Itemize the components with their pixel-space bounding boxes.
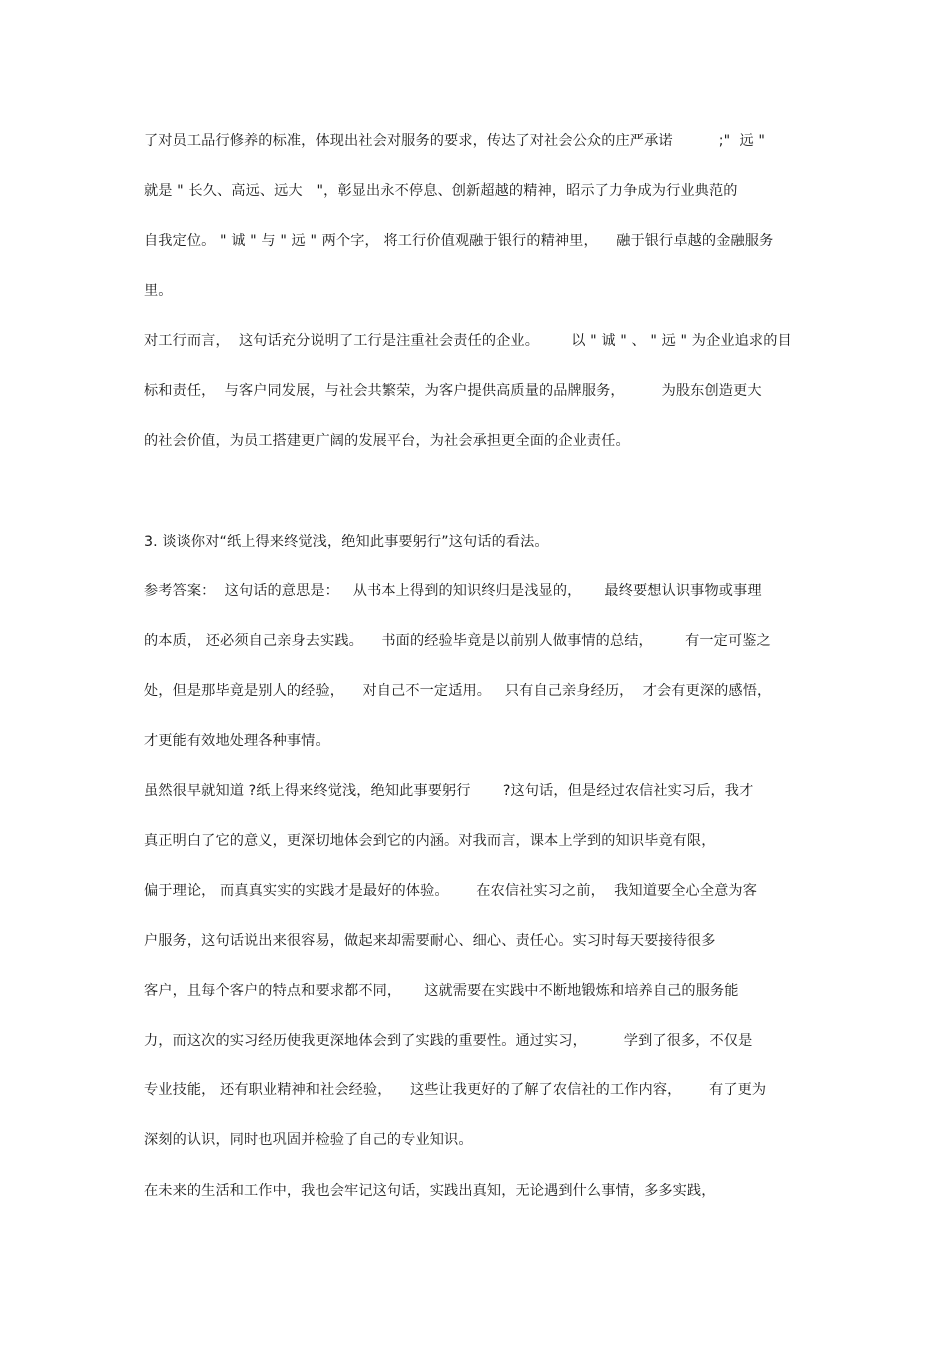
text-line: 就是 " 长久、高远、远大 "，彰显出永不停息、创新超越的精神，昭示了力争成为行业典范的 (144, 183, 738, 199)
text-line: 偏于理论， 而真真实实的实践才是最好的体验。 在农信社实习之前， 我知道要全心全意为客 (144, 883, 757, 899)
text-line: 的社会价值，为员工搭建更广阔的发展平台，为社会承担更全面的企业责任。 (144, 433, 630, 449)
text-line: 专业技能， 还有职业精神和社会经验， 这些让我更好的了解了农信社的工作内容， 有了更为 (144, 1082, 767, 1098)
text-line: 的本质， 还必须自己亲身去实践。 书面的经验毕竟是以前别人做事情的总结， 有一定可鉴之 (144, 633, 771, 649)
text-line: 参考答案： 这句话的意思是： 从书本上得到的知识终归是浅显的， 最终要想认识事物或事理 (144, 583, 762, 599)
text-line: 真正明白了它的意义，更深切地体会到它的内涵。对我而言，课本上学到的知识毕竟有限， (144, 833, 716, 849)
text-line: 标和责任， 与客户同发展，与社会共繁荣，为客户提供高质量的品牌服务， 为股东创造更大 (144, 383, 762, 399)
question-heading: 3. 谈谈你对“纸上得来终觉浅，绝知此事要躬行”这句话的看法。 (144, 534, 549, 550)
text-line: 里。 (144, 283, 173, 299)
text-line: 对工行而言， 这句话充分说明了工行是注重社会责任的企业。 以 " 诚 " 、 " 远 " 为企业追求的目 (144, 333, 792, 349)
text-line: 深刻的认识，同时也巩固并检验了自己的专业知识。 (144, 1132, 473, 1148)
text-line: 自我定位。 " 诚 " 与 " 远 " 两个字， 将工行价值观融于银行的精神里， 融于银行卓越的金融服务 (144, 233, 774, 249)
text-line: 才更能有效地处理各种事情。 (144, 733, 330, 749)
text-line: 了对员工品行修养的标准，体现出社会对服务的要求，传达了对社会公众的庄严承诺 ;" 远 " (144, 133, 765, 149)
text-line: 在未来的生活和工作中，我也会牢记这句话，实践出真知，无论遇到什么事情，多多实践， (144, 1183, 716, 1199)
text-line: 虽然很早就知道 ?纸上得来终觉浅，绝知此事要躬行 ?这句话，但是经过农信社实习后，我才 (144, 783, 754, 799)
text-line: 户服务，这句话说出来很容易，做起来却需要耐心、细心、责任心。实习时每天要接待很多 (144, 933, 716, 949)
text-line: 力，而这次的实习经历使我更深地体会到了实践的重要性。通过实习， 学到了很多，不仅是 (144, 1033, 753, 1049)
text-line: 处，但是那毕竟是别人的经验， 对自己不一定适用。 只有自己亲身经历， 才会有更深的感悟， (144, 683, 772, 699)
text-line: 客户，且每个客户的特点和要求都不同， 这就需要在实践中不断地锻炼和培养自己的服务能 (144, 983, 739, 999)
